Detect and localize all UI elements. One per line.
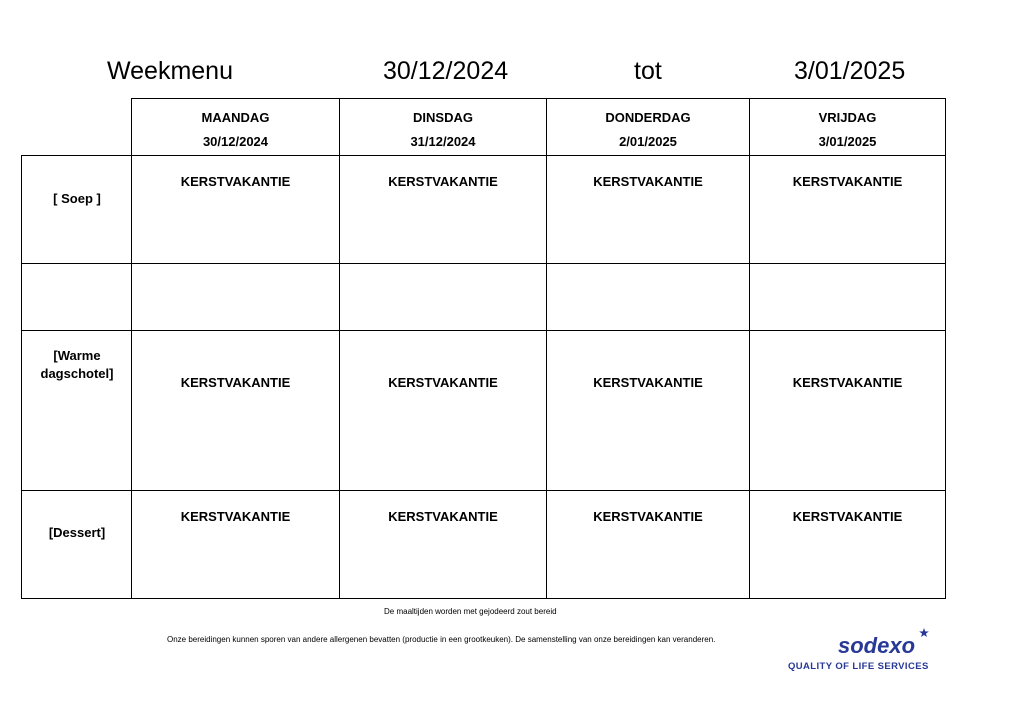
menu-cell-main-monday: KERSTVAKANTIE [180, 375, 291, 390]
page-title: Weekmenu [107, 57, 233, 85]
day-date-friday: 3/01/2025 [818, 134, 877, 149]
grid-line [21, 155, 946, 156]
row-label-main-line2: dagschotel] [40, 366, 114, 381]
menu-cell-soup-thursday: KERSTVAKANTIE [593, 174, 703, 189]
footer-salt-note: De maaltijden worden met gejodeerd zout bereid [384, 607, 557, 616]
day-date-tuesday: 31/12/2024 [410, 134, 476, 149]
row-label-soup: [ Soep ] [53, 191, 101, 206]
grid-line [945, 98, 946, 599]
menu-cell-main-friday: KERSTVAKANTIE [792, 375, 903, 390]
row-label-dessert: [Dessert] [48, 525, 106, 540]
day-name-monday: MAANDAG [201, 110, 270, 125]
day-date-thursday: 2/01/2025 [619, 134, 677, 149]
from-date: 30/12/2024 [383, 57, 509, 85]
menu-cell-main-tuesday: KERSTVAKANTIE [388, 375, 498, 390]
day-name-friday: VRIJDAG [818, 110, 877, 125]
day-name-thursday: DONDERDAG [605, 110, 691, 125]
menu-cell-dessert-friday: KERSTVAKANTIE [792, 509, 903, 524]
menu-cell-dessert-thursday: KERSTVAKANTIE [593, 509, 703, 524]
menu-cell-soup-friday: KERSTVAKANTIE [792, 174, 903, 189]
menu-cell-dessert-monday: KERSTVAKANTIE [180, 509, 291, 524]
menu-cell-soup-monday: KERSTVAKANTIE [180, 174, 291, 189]
day-name-tuesday: DINSDAG [413, 110, 473, 125]
to-date: 3/01/2025 [794, 57, 906, 85]
svg-text:QUALITY OF LIFE SERVICES: QUALITY OF LIFE SERVICES [788, 661, 929, 672]
grid-line [21, 330, 946, 331]
grid-line [21, 490, 946, 491]
grid-line [131, 98, 946, 99]
grid-line [21, 598, 946, 599]
menu-cell-soup-tuesday: KERSTVAKANTIE [388, 174, 498, 189]
svg-text:sodexo: sodexo [838, 633, 916, 658]
menu-cell-main-thursday: KERSTVAKANTIE [593, 375, 703, 390]
row-label-main-line1: [Warme [53, 348, 101, 363]
day-date-monday: 30/12/2024 [202, 134, 269, 149]
grid-line [21, 263, 946, 264]
date-separator: tot [634, 57, 662, 85]
menu-cell-dessert-tuesday: KERSTVAKANTIE [388, 509, 498, 524]
sodexo-logo [786, 628, 946, 674]
footer-allergen-note: Onze bereidingen kunnen sporen van andere allergenen bevatten (productie in een grootkeuken). De samenstelling van onze bereidingen kan veranderen. [167, 635, 716, 644]
